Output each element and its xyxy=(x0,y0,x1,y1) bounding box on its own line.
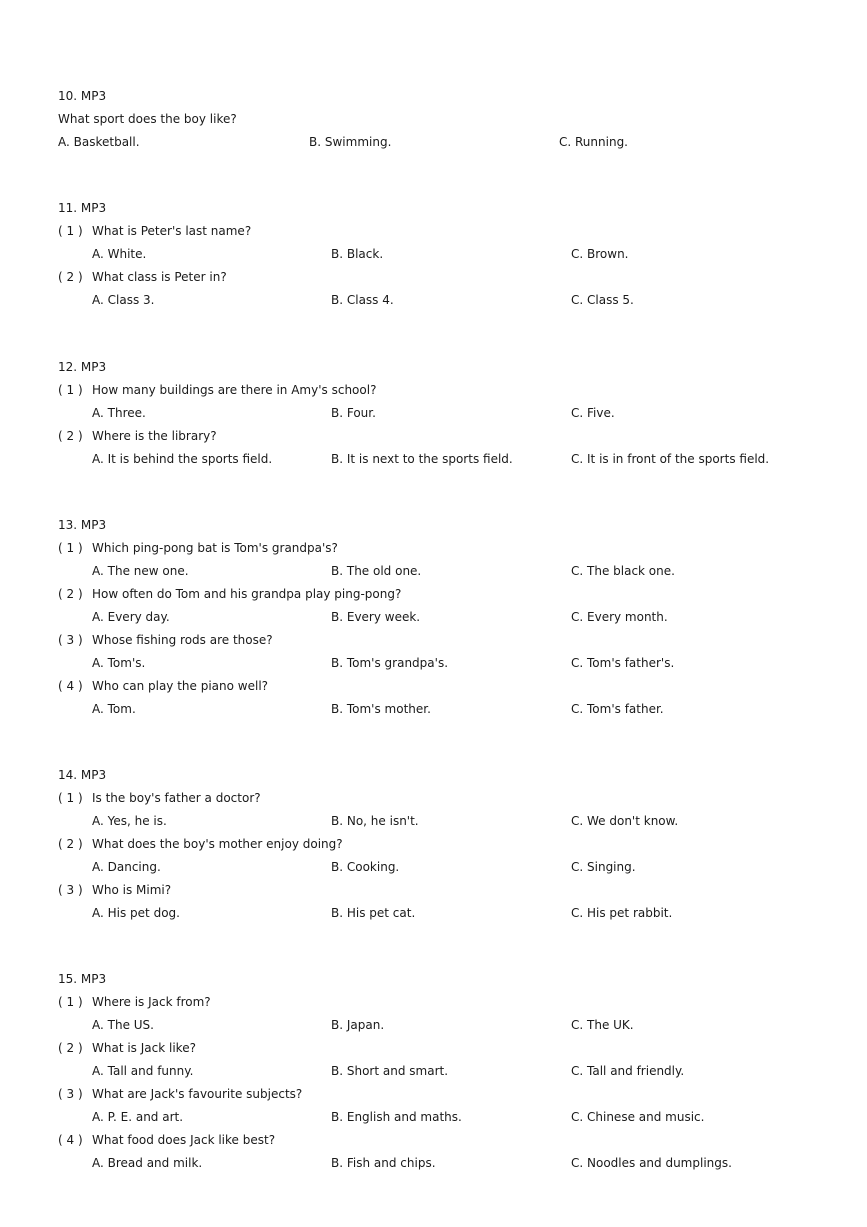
question-number: 11. MP3 xyxy=(58,201,107,215)
option-c: C. The black one. xyxy=(571,564,675,578)
sub-question-text: What does the boy's mother enjoy doing? xyxy=(92,837,343,851)
question-number: 14. MP3 xyxy=(58,768,107,782)
option-b: B. Cooking. xyxy=(331,860,400,874)
option-a: A. Tom. xyxy=(92,702,136,716)
option-b: B. Fish and chips. xyxy=(331,1156,436,1170)
sub-question-text: How many buildings are there in Amy's school? xyxy=(92,383,377,397)
option-c: C. Brown. xyxy=(571,247,629,261)
question-number: 15. MP3 xyxy=(58,972,107,986)
option-b: B. Japan. xyxy=(331,1018,385,1032)
question-number: 13. MP3 xyxy=(58,518,107,532)
option-b: B. Swimming. xyxy=(309,135,392,149)
option-a: A. Tom's. xyxy=(92,656,146,670)
sub-question-text: Where is the library? xyxy=(92,429,217,443)
sub-question-mark: ( 2 ) xyxy=(58,587,83,601)
question-stem: What sport does the boy like? xyxy=(58,112,237,126)
option-b: B. English and maths. xyxy=(331,1110,462,1124)
sub-question-mark: ( 2 ) xyxy=(58,1041,83,1055)
option-a: A. Yes, he is. xyxy=(92,814,167,828)
sub-question-mark: ( 1 ) xyxy=(58,995,83,1009)
option-c: C. Running. xyxy=(559,135,628,149)
option-c: C. Five. xyxy=(571,406,615,420)
question-number: 12. MP3 xyxy=(58,360,107,374)
option-c: C. Singing. xyxy=(571,860,636,874)
option-a: A. His pet dog. xyxy=(92,906,180,920)
sub-question-mark: ( 2 ) xyxy=(58,270,83,284)
option-b: B. Black. xyxy=(331,247,384,261)
option-c: C. Tom's father's. xyxy=(571,656,675,670)
option-a: A. It is behind the sports field. xyxy=(92,452,273,466)
sub-question-mark: ( 1 ) xyxy=(58,791,83,805)
option-c: C. Every month. xyxy=(571,610,668,624)
option-b: B. Four. xyxy=(331,406,376,420)
option-a: A. Every day. xyxy=(92,610,170,624)
option-b: B. It is next to the sports field. xyxy=(331,452,513,466)
sub-question-mark: ( 2 ) xyxy=(58,837,83,851)
sub-question-text: What food does Jack like best? xyxy=(92,1133,276,1147)
sub-question-text: Who is Mimi? xyxy=(92,883,172,897)
sub-question-text: Is the boy's father a doctor? xyxy=(92,791,261,805)
sub-question-text: Which ping-pong bat is Tom's grandpa's? xyxy=(92,541,338,555)
sub-question-mark: ( 1 ) xyxy=(58,224,83,238)
option-b: B. Tom's grandpa's. xyxy=(331,656,449,670)
option-c: C. It is in front of the sports field. xyxy=(571,452,770,466)
option-a: A. Tall and funny. xyxy=(92,1064,194,1078)
sub-question-mark: ( 1 ) xyxy=(58,541,83,555)
option-a: A. Bread and milk. xyxy=(92,1156,203,1170)
sub-question-text: What is Jack like? xyxy=(92,1041,196,1055)
option-a: A. Basketball. xyxy=(58,135,140,149)
option-c: C. Class 5. xyxy=(571,293,634,307)
option-c: C. Tall and friendly. xyxy=(571,1064,685,1078)
sub-question-mark: ( 3 ) xyxy=(58,1087,83,1101)
option-a: A. White. xyxy=(92,247,147,261)
option-a: A. Dancing. xyxy=(92,860,161,874)
option-c: C. Chinese and music. xyxy=(571,1110,705,1124)
option-c: C. Tom's father. xyxy=(571,702,664,716)
option-c: C. The UK. xyxy=(571,1018,634,1032)
sub-question-mark: ( 2 ) xyxy=(58,429,83,443)
sub-question-text: Where is Jack from? xyxy=(92,995,211,1009)
sub-question-text: How often do Tom and his grandpa play ping-pong? xyxy=(92,587,402,601)
option-b: B. No, he isn't. xyxy=(331,814,419,828)
option-c: C. His pet rabbit. xyxy=(571,906,673,920)
option-b: B. The old one. xyxy=(331,564,422,578)
option-c: C. We don't know. xyxy=(571,814,679,828)
sub-question-text: What class is Peter in? xyxy=(92,270,227,284)
sub-question-mark: ( 3 ) xyxy=(58,883,83,897)
question-number: 10. MP3 xyxy=(58,89,107,103)
option-b: B. Every week. xyxy=(331,610,421,624)
sub-question-text: What are Jack's favourite subjects? xyxy=(92,1087,303,1101)
option-a: A. Three. xyxy=(92,406,146,420)
option-b: B. Short and smart. xyxy=(331,1064,449,1078)
option-b: B. Tom's mother. xyxy=(331,702,431,716)
sub-question-text: Who can play the piano well? xyxy=(92,679,269,693)
option-b: B. Class 4. xyxy=(331,293,394,307)
sub-question-mark: ( 4 ) xyxy=(58,1133,83,1147)
sub-question-text: What is Peter's last name? xyxy=(92,224,252,238)
option-a: A. Class 3. xyxy=(92,293,155,307)
sub-question-mark: ( 4 ) xyxy=(58,679,83,693)
sub-question-text: Whose fishing rods are those? xyxy=(92,633,273,647)
sub-question-mark: ( 3 ) xyxy=(58,633,83,647)
option-a: A. P. E. and art. xyxy=(92,1110,184,1124)
option-a: A. The US. xyxy=(92,1018,154,1032)
option-a: A. The new one. xyxy=(92,564,189,578)
sub-question-mark: ( 1 ) xyxy=(58,383,83,397)
option-c: C. Noodles and dumplings. xyxy=(571,1156,732,1170)
option-b: B. His pet cat. xyxy=(331,906,416,920)
